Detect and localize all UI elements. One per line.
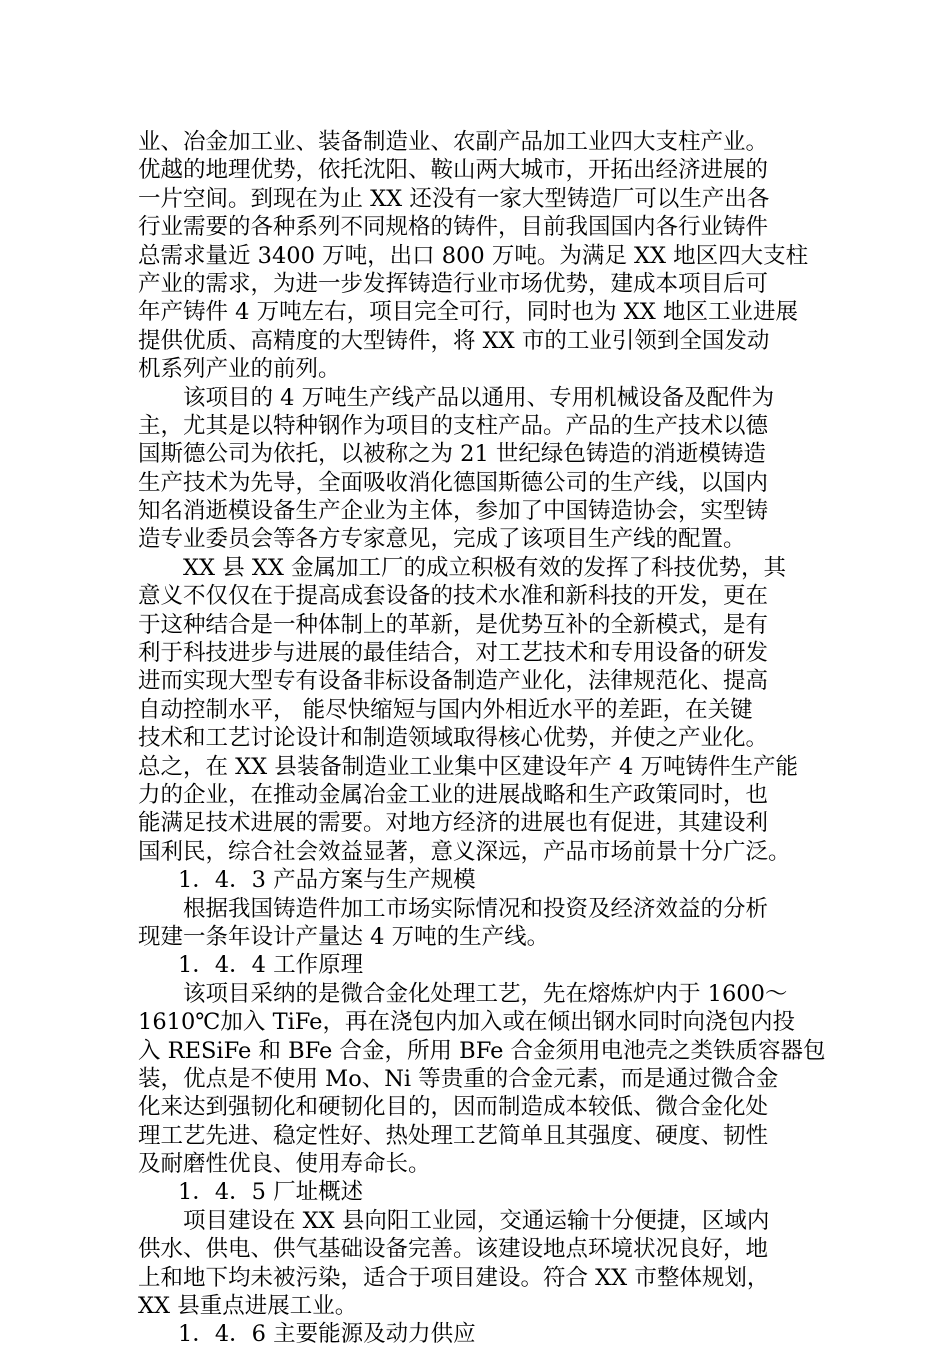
text-line: 总需求量近 3400 万吨，出口 800 万吨。为满足 XX 地区四大支柱 <box>138 242 809 269</box>
text-line: 理工艺先进、稳定性好、热处理工艺简单且其强度、硬度、韧性 <box>138 1122 769 1149</box>
text-line: 年产铸件 4 万吨左右，项目完全可行，同时也为 XX 地区工业进展 <box>138 299 798 326</box>
text-line: 优越的地理优势，依托沈阳、鞍山两大城市，开拓出经济进展的 <box>138 157 769 184</box>
text-line: 行业需要的各种系列不同规格的铸件，目前我国国内各行业铸件 <box>138 214 769 241</box>
section-heading: 1．4．5 厂址概述 <box>178 1179 364 1206</box>
text-line: 装，优点是不使用 Mo、Ni 等贵重的合金元素，而是通过微合金 <box>138 1065 779 1092</box>
text-line: 利于科技进步与进展的最佳结合，对工艺技术和专用设备的研发 <box>138 640 769 667</box>
text-line: 及耐磨性优良、使用寿命长。 <box>138 1151 431 1178</box>
text-line: 国斯德公司为依托，以被称之为 21 世纪绿色铸造的消逝模铸造 <box>138 441 766 468</box>
text-line: 机系列产业的前列。 <box>138 356 341 383</box>
text-line: XX 县 XX 金属加工厂的成立积极有效的发挥了科技优势，其 <box>183 554 787 581</box>
text-line: 提供优质、高精度的大型铸件，将 XX 市的工业引领到全国发动 <box>138 327 770 354</box>
text-line: 一片空间。到现在为止 XX 还没有一家大型铸造厂可以生产出各 <box>138 185 770 212</box>
document-page <box>138 128 828 1349</box>
text-line: 上和地下均未被污染，适合于项目建设。符合 XX 市整体规划， <box>138 1264 770 1291</box>
text-line: 项目建设在 XX 县向阳工业园，交通运输十分便捷，区域内 <box>183 1207 770 1234</box>
text-line: 国利民，综合社会效益显著，意义深远，产品市场前景十分广泛。 <box>138 838 791 865</box>
text-line: 主，尤其是以特种钢作为项目的支柱产品。产品的生产技术以德 <box>138 412 769 439</box>
text-line: 造专业委员会等各方专家意见，完成了该项目生产线的配置。 <box>138 526 746 553</box>
text-line: 现建一条年设计产量达 4 万吨的生产线。 <box>138 923 550 950</box>
section-heading: 1．4．6 主要能源及动力供应 <box>178 1321 476 1348</box>
text-line: 力的企业，在推动金属冶金工业的进展战略和生产政策同时，也 <box>138 781 769 808</box>
text-line: 于这种结合是一种体制上的革新，是优势互补的全新模式，是有 <box>138 611 769 638</box>
text-line: XX 县重点进展工业。 <box>138 1293 358 1320</box>
text-line: 入 RESiFe 和 BFe 合金，所用 BFe 合金须用电池壳之类铁质容器包 <box>138 1037 826 1064</box>
text-line: 该项目的 4 万吨生产线产品以通用、专用机械设备及配件为 <box>183 384 775 411</box>
text-line: 自动控制水平， 能尽快缩短与国内外相近水平的差距，在关键 <box>138 696 753 723</box>
text-line: 1610℃加入 TiFe，再在浇包内加入或在倾出钢水同时向浇包内投 <box>138 1009 795 1036</box>
text-line: 意义不仅仅在于提高成套设备的技术水准和新科技的开发，更在 <box>138 583 769 610</box>
text-line: 业、冶金加工业、装备制造业、农副产品加工业四大支柱产业。 <box>138 129 769 155</box>
text-line: 能满足技术进展的需要。对地方经济的进展也有促进，其建设利 <box>138 810 769 837</box>
section-heading: 1．4．4 工作原理 <box>178 952 364 979</box>
text-line: 产业的需求，为进一步发挥铸造行业市场优势，建成本项目后可 <box>138 270 769 297</box>
text-line: 进而实现大型专有设备非标设备制造产业化，法律规范化、提高 <box>138 668 769 695</box>
text-line: 总之，在 XX 县装备制造业工业集中区建设年产 4 万吨铸件生产能 <box>138 753 798 780</box>
text-line: 生产技术为先导，全面吸收消化德国斯德公司的生产线，以国内 <box>138 469 769 496</box>
text-line: 根据我国铸造件加工市场实际情况和投资及经济效益的分析 <box>183 895 769 922</box>
text-line: 知名消逝模设备生产企业为主体，参加了中国铸造协会，实型铸 <box>138 498 769 525</box>
text-line: 技术和工艺讨论设计和制造领域取得核心优势，并使之产业化。 <box>138 725 769 752</box>
text-line: 该项目采纳的是微合金化处理工艺，先在熔炼炉内于 1600～ <box>183 980 788 1007</box>
text-line: 化来达到强韧化和硬韧化目的，因而制造成本较低、微合金化处 <box>138 1094 769 1121</box>
section-heading: 1．4．3 产品方案与生产规模 <box>178 867 476 894</box>
text-line: 供水、供电、供气基础设备完善。该建设地点环境状况良好，地 <box>138 1236 769 1263</box>
